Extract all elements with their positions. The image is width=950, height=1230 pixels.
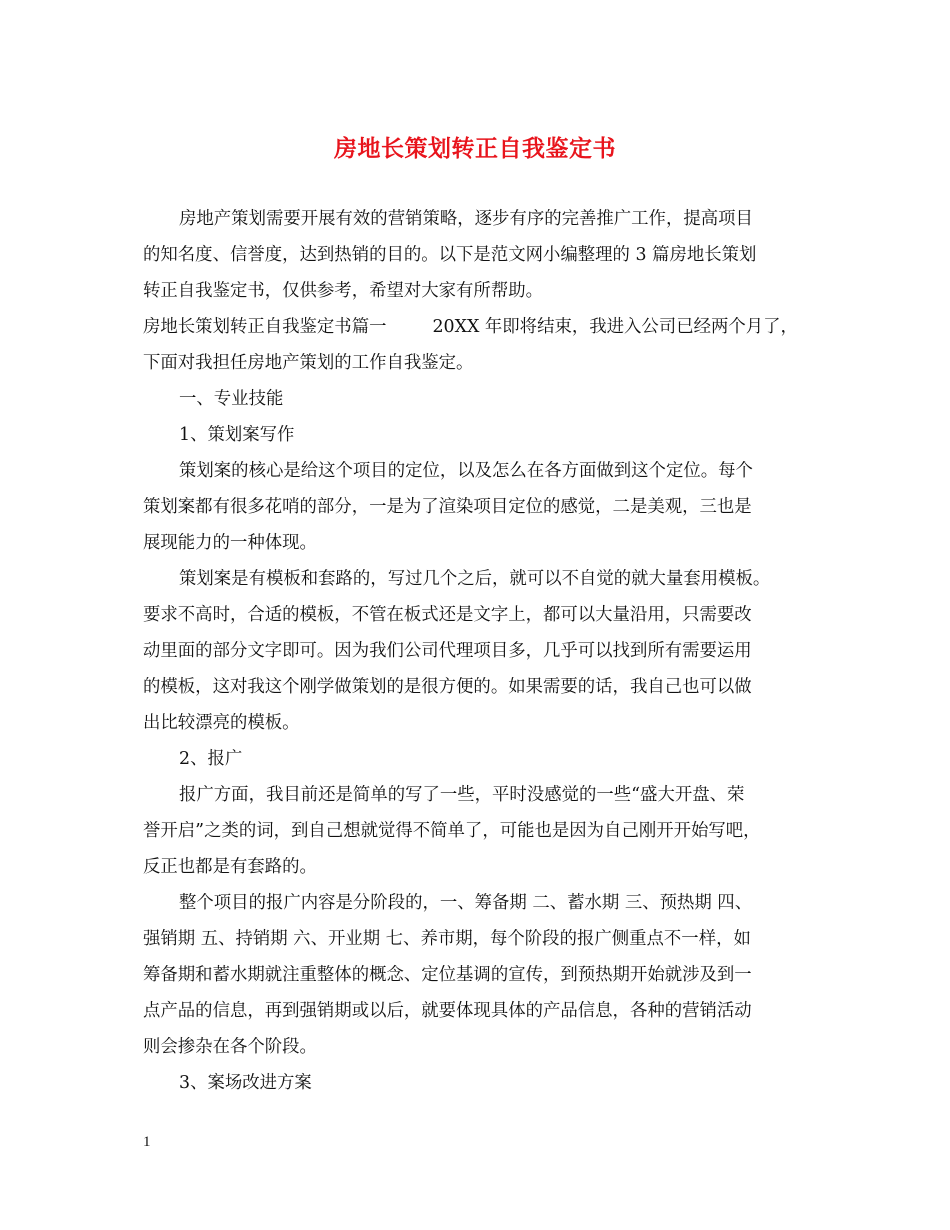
sub-1-heading: 1、策划案写作	[179, 425, 295, 445]
intro-line-1: 房地产策划需要开展有效的营销策略，逐步有序的完善推广工作，提高项目	[179, 209, 753, 229]
page-number: 1	[143, 1134, 151, 1150]
document-title: 房地长策划转正自我鉴定书	[334, 135, 616, 162]
para-4-line-1: 整个项目的报广内容是分阶段的，一、筹备期 二、蓄水期 三、预热期 四、	[179, 893, 753, 913]
para-1-line-3: 展现能力的一种体现。	[143, 533, 317, 553]
para-2-line-5: 出比较漂亮的模板。	[143, 713, 300, 733]
para-2-line-1: 策划案是有模板和套路的，写过几个之后，就可以不自觉的就大量套用模板。	[179, 569, 771, 589]
para-2-line-2: 要求不高时，合适的模板，不管在板式还是文字上，都可以大量沿用，只需要改	[143, 605, 752, 625]
intro-line-2: 的知名度、信誉度，达到热销的目的。以下是范文网小编整理的 3 篇房地长策划	[143, 245, 757, 265]
para-1-line-1: 策划案的核心是给这个项目的定位，以及怎么在各方面做到这个定位。每个	[179, 461, 753, 481]
para-2-line-3: 动里面的部分文字即可。因为我们公司代理项目多，几乎可以找到所有需要运用	[143, 641, 752, 661]
article-heading: 房地长策划转正自我鉴定书篇一	[143, 317, 387, 337]
para-4-line-4: 点产品的信息，再到强销期或以后，就要体现具体的产品信息，各种的营销活动	[143, 1001, 752, 1021]
article-opening: 20XX 年即将结束，我进入公司已经两个月了，	[432, 317, 798, 337]
sub-2-heading: 2、报广	[179, 749, 243, 769]
para-2-line-4: 的模板，这对我这个刚学做策划的是很方便的。如果需要的话，我自己也可以做	[143, 677, 752, 697]
sub-3-heading: 3、案场改进方案	[179, 1073, 312, 1093]
section-1-heading: 一、专业技能	[179, 389, 284, 409]
para-4-line-3: 筹备期和蓄水期就注重整体的概念、定位基调的宣传，到预热期开始就涉及到一	[143, 965, 752, 985]
para-3-line-1: 报广方面，我目前还是简单的写了一些，平时没感觉的一些“盛大开盘、荣	[179, 785, 745, 805]
para-4-line-5: 则会掺杂在各个阶段。	[143, 1037, 317, 1057]
intro-line-3: 转正自我鉴定书，仅供参考，希望对大家有所帮助。	[143, 281, 543, 301]
para-1-line-2: 策划案都有很多花哨的部分，一是为了渲染项目定位的感觉，二是美观，三也是	[143, 497, 752, 517]
article-opening-cont: 下面对我担任房地产策划的工作自我鉴定。	[143, 353, 474, 373]
para-4-line-2: 强销期 五、持销期 六、开业期 七、养市期，每个阶段的报广侧重点不一样，如	[143, 929, 751, 949]
para-3-line-2: 誉开启”之类的词，到自己想就觉得不简单了，可能也是因为自己刚开开始写吧，	[143, 821, 761, 841]
para-3-line-3: 反正也都是有套路的。	[143, 857, 317, 877]
article-heading-line	[143, 315, 798, 339]
